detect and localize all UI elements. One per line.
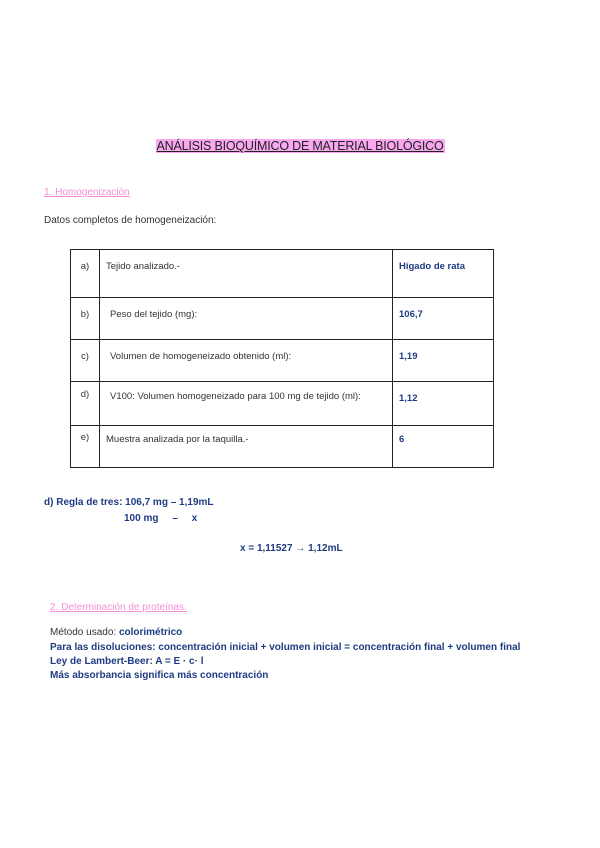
row-value: 1,19 <box>393 340 494 382</box>
section-intro: Datos completos de homogeneización: <box>44 215 217 226</box>
row-letter: e) <box>71 426 100 468</box>
dilution-formula: Para las disoluciones: concentración inicial + volumen inicial = concentración final + volumen final <box>50 642 521 653</box>
row-letter: c) <box>71 340 100 382</box>
document-title-text: ANÁLISIS BIOQUÍMICO DE MATERIAL BIOLÓGICO <box>156 139 444 153</box>
section-heading-proteinas: 2. Determinación de proteínas. <box>50 602 187 613</box>
rule-of-three-line-2: 100 mg – x <box>124 513 198 524</box>
homogenization-data-table <box>70 249 494 468</box>
table-row <box>71 298 494 340</box>
section-heading-homogenizacion: 1. Homogenización <box>44 187 130 198</box>
table-row <box>71 426 494 468</box>
row-label: Peso del tejido (mg): <box>100 298 393 340</box>
row-label: Muestra analizada por la taquilla.- <box>100 426 393 468</box>
document-title <box>0 139 600 153</box>
method-line <box>50 627 182 638</box>
rule-of-three-line-1: d) Regla de tres: 106,7 mg – 1,19mL <box>44 497 214 508</box>
table-row <box>71 250 494 298</box>
row-label: Volumen de homogeneizado obtenido (ml): <box>100 340 393 382</box>
row-value: 1,12 <box>393 382 494 426</box>
row-letter: d) <box>71 382 100 426</box>
row-label: Tejido analizado.- <box>100 250 393 298</box>
row-letter: a) <box>71 250 100 298</box>
row-value: Hígado de rata <box>393 250 494 298</box>
rule-of-three-result: x = 1,11527 → 1,12mL <box>240 543 343 554</box>
method-label: Método usado: <box>50 627 119 638</box>
row-value: 6 <box>393 426 494 468</box>
lambert-beer-law: Ley de Lambert-Beer: A = E · c· l <box>50 656 204 667</box>
method-value: colorimétrico <box>118 627 183 638</box>
table-row <box>71 382 494 426</box>
absorbance-note: Más absorbancia significa más concentración <box>50 670 269 681</box>
row-label: V100: Volumen homogeneizado para 100 mg de tejido (ml): <box>100 382 393 426</box>
row-value: 106,7 <box>393 298 494 340</box>
table-row <box>71 340 494 382</box>
row-letter: b) <box>71 298 100 340</box>
